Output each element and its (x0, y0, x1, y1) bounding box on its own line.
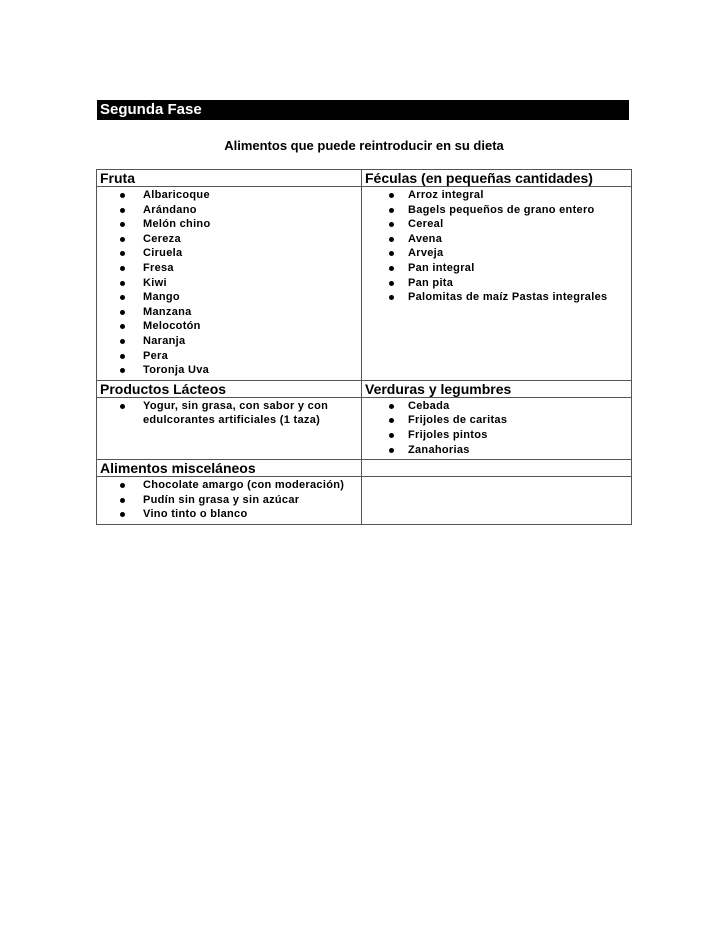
list-item: Toronja Uva (97, 363, 361, 378)
list-item: Naranja (97, 334, 361, 349)
list-item: Pera (97, 349, 361, 364)
section-title-bar (97, 100, 629, 120)
list-item: Cereza (97, 232, 361, 247)
list-item: Zanahorias (362, 443, 631, 458)
list-item: Melón chino (97, 217, 361, 232)
list-item: Pan integral (362, 261, 631, 276)
cell-feculas (362, 187, 632, 381)
items-row-1 (97, 187, 632, 381)
cell-verduras (362, 397, 632, 459)
list-item: Albaricoque (97, 188, 361, 203)
list-item: Bagels pequeños de grano entero (362, 203, 631, 218)
section-title: Segunda Fase (100, 101, 202, 118)
list-item: Melocotón (97, 319, 361, 334)
list-item: Cereal (362, 217, 631, 232)
header-row-1 (97, 170, 632, 187)
header-row-2 (97, 380, 632, 397)
subtitle-text: Alimentos que puede reintroducir en su dieta (224, 138, 504, 153)
list-item: Pan pita (362, 276, 631, 291)
items-row-2 (97, 397, 632, 459)
cell-fruta (97, 187, 362, 381)
list-item: Kiwi (97, 276, 361, 291)
list-item: Mango (97, 290, 361, 305)
list-item: Manzana (97, 305, 361, 320)
heading-verduras: Verduras y legumbres (362, 380, 632, 397)
heading-fruta: Fruta (97, 170, 362, 187)
list-feculas (362, 187, 631, 307)
cell-lacteos (97, 397, 362, 459)
food-table (96, 169, 632, 525)
cell-empty (362, 477, 632, 525)
header-row-3 (97, 460, 632, 477)
list-item: Yogur, sin grasa, con sabor y con edulcorantes artificiales (1 taza) (97, 399, 341, 428)
list-item: Vino tinto o blanco (97, 507, 361, 522)
list-item: Palomitas de maíz Pastas integrales (362, 290, 631, 305)
list-item: Arroz integral (362, 188, 631, 203)
cell-miscelaneos (97, 477, 362, 525)
list-item: Pudín sin grasa y sin azúcar (97, 493, 361, 508)
heading-miscelaneos: Alimentos misceláneos (97, 460, 362, 477)
list-item: Fresa (97, 261, 361, 276)
list-item: Frijoles de caritas (362, 413, 631, 428)
list-item: Ciruela (97, 246, 361, 261)
list-lacteos (97, 398, 361, 430)
list-miscelaneos (97, 477, 361, 524)
items-row-3 (97, 477, 632, 525)
list-item: Chocolate amargo (con moderación) (97, 478, 361, 493)
list-verduras (362, 398, 631, 459)
page-subtitle (0, 138, 728, 153)
heading-empty (362, 460, 632, 477)
list-item: Arándano (97, 203, 361, 218)
heading-lacteos: Productos Lácteos (97, 380, 362, 397)
list-item: Frijoles pintos (362, 428, 631, 443)
list-item: Arveja (362, 246, 631, 261)
list-fruta (97, 187, 361, 380)
heading-feculas: Féculas (en pequeñas cantidades) (362, 170, 632, 187)
list-item: Avena (362, 232, 631, 247)
list-item: Cebada (362, 399, 631, 414)
